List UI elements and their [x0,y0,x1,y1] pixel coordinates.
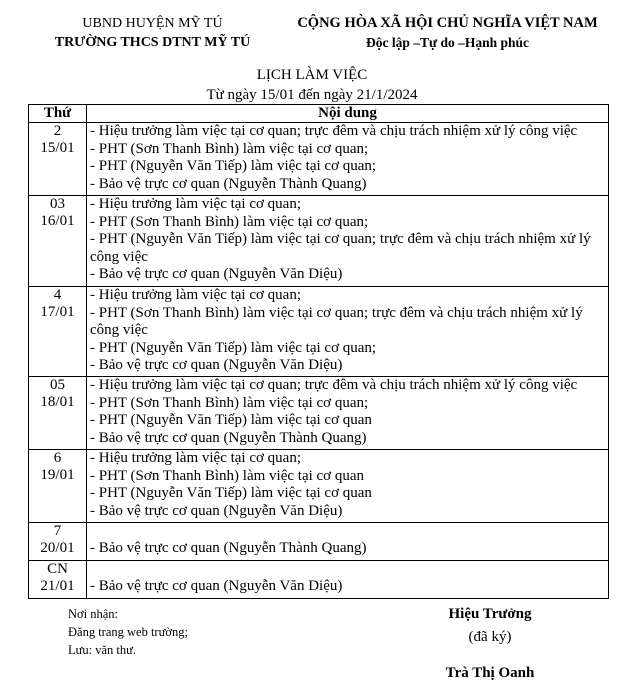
day-date: 19/01 [40,467,75,483]
org-header [50,14,255,52]
day-label: 2 [53,123,62,139]
day-cell [29,123,87,196]
national-header [290,14,605,52]
signer-name: Trà Thị Oanh [445,665,535,681]
schedule-table [28,104,609,599]
content-line: - Hiệu trưởng làm việc tại cơ quan; trực đêm và chịu trách nhiệm xử lý công việc [90,377,578,393]
day-cell [29,287,87,377]
table-row [29,196,609,287]
col-day-header: Thứ [29,105,87,123]
table-row [29,287,609,377]
content-line: - PHT (Sơn Thanh Bình) làm việc tại cơ quan; [90,394,369,411]
content-line: - PHT (Nguyễn Văn Tiếp) làm việc tại cơ quan [90,485,372,502]
content-cell [87,523,609,561]
day-cell [29,561,87,599]
content-line: - PHT (Sơn Thanh Bình) làm việc tại cơ quan; trực đêm và chịu trách nhiệm xử lý công việc [90,304,583,339]
signed-note: (đã ký) [468,629,512,645]
signature-block [430,605,550,683]
org-name-line2: TRƯỜNG THCS DTNT MỸ TÚ [54,35,251,50]
content-line: - PHT (Sơn Thanh Bình) làm việc tại cơ quan; [90,213,369,230]
recipient-item: Đăng trang web trường; [68,625,188,639]
day-date: 18/01 [40,394,75,410]
content-cell [87,561,609,599]
national-motto: Độc lập –Tự do –Hạnh phúc [365,35,530,50]
content-cell [87,123,609,196]
table-header-row [29,105,609,123]
content-cell [87,287,609,377]
table-row [29,377,609,450]
day-date: 17/01 [40,304,75,320]
org-name-line1: UBND HUYỆN MỸ TÚ [82,16,223,31]
col-content-header: Nội dung [87,105,609,123]
content-line: - PHT (Sơn Thanh Bình) làm việc tại cơ quan [90,467,365,484]
day-label: 05 [50,377,65,393]
day-label: 4 [53,287,62,303]
page-title: LỊCH LÀM VIỆC [256,67,368,83]
day-label: CN [47,561,68,577]
table-row [29,561,609,599]
content-line: - Bảo vệ trực cơ quan (Nguyễn Văn Diệu) [90,266,343,283]
content-line: - Bảo vệ trực cơ quan (Nguyễn Văn Diệu) [90,357,343,374]
day-label: 6 [53,450,62,466]
content-line: - Bảo vệ trực cơ quan (Nguyễn Thành Quang) [90,540,367,557]
content-line: - PHT (Sơn Thanh Bình) làm việc tại cơ quan; [90,140,369,157]
content-line: - Hiệu trưởng làm việc tại cơ quan; [90,196,302,212]
content-line: - Bảo vệ trực cơ quan (Nguyễn Thành Quang) [90,429,367,446]
content-cell [87,377,609,450]
day-label: 7 [53,523,62,539]
content-line: - PHT (Nguyễn Văn Tiếp) làm việc tại cơ quan; [90,339,377,356]
day-date: 21/01 [40,578,75,594]
content-line: - Bảo vệ trực cơ quan (Nguyễn Văn Diệu) [90,502,343,519]
table-row [29,523,609,561]
recipients-label: Nơi nhận: [68,607,119,621]
country-name: CỘNG HÒA XÃ HỘI CHỦ NGHĨA VIỆT NAM [297,15,598,31]
recipient-item: Lưu: văn thư. [68,643,137,657]
content-line: - PHT (Nguyễn Văn Tiếp) làm việc tại cơ quan [90,412,372,429]
day-date: 15/01 [40,140,75,156]
day-date: 20/01 [40,540,75,556]
content-line: - PHT (Nguyễn Văn Tiếp) làm việc tại cơ quan; [90,158,377,175]
signer-title: Hiệu Trưởng [448,606,532,622]
content-line: - PHT (Nguyễn Văn Tiếp) làm việc tại cơ quan; trực đêm và chịu trách nhiệm xử lý công việc [90,231,591,265]
day-cell [29,377,87,450]
content-line: - Bảo vệ trực cơ quan (Nguyễn Thành Quang) [90,175,367,192]
day-cell [29,196,87,287]
day-cell [29,450,87,523]
content-cell [87,196,609,287]
table-row [29,123,609,196]
content-line: - Hiệu trưởng làm việc tại cơ quan; [90,287,302,303]
content-line: - Bảo vệ trực cơ quan (Nguyễn Văn Diệu) [90,578,343,595]
content-line: - Hiệu trưởng làm việc tại cơ quan; trực đêm và chịu trách nhiệm xử lý công việc [90,123,578,139]
day-cell [29,523,87,561]
table-row [29,450,609,523]
day-label: 03 [50,196,65,212]
recipients-block [68,605,188,659]
day-date: 16/01 [40,213,75,229]
content-line: - Hiệu trưởng làm việc tại cơ quan; [90,450,302,466]
date-range: Từ ngày 15/01 đến ngày 21/1/2024 [206,87,418,103]
content-cell [87,450,609,523]
